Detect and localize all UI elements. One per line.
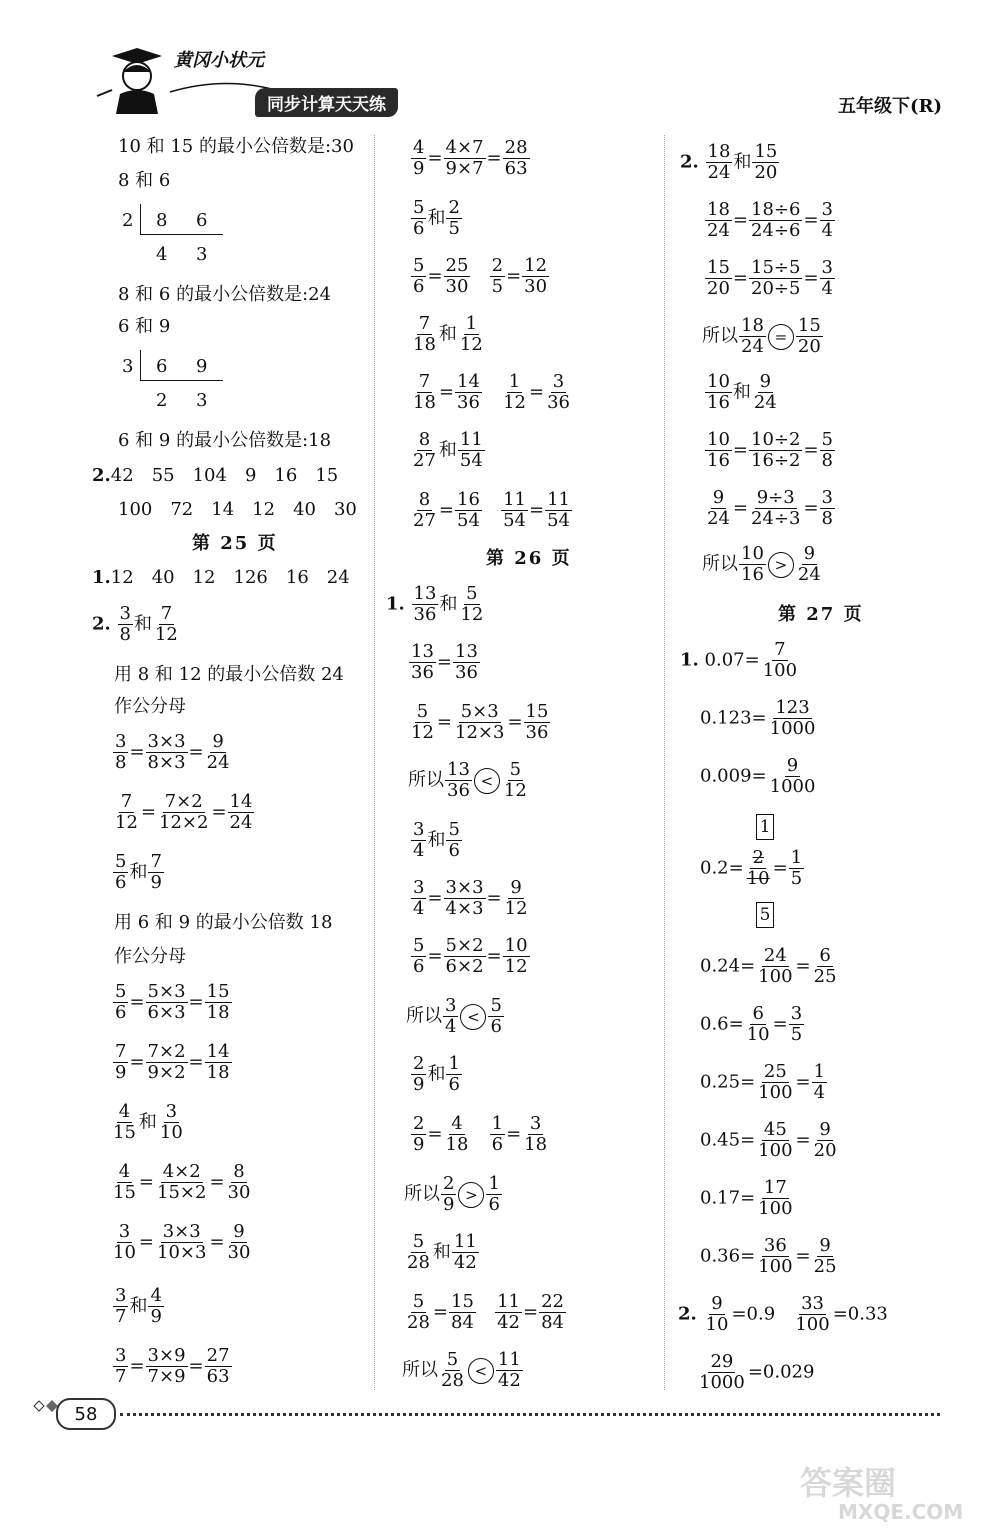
math-line: 0.25= $\frac{25}{100}$ = $\frac{1}{4}$ [700,1061,826,1103]
compare-symbol: > [768,552,794,578]
compare-symbol: < [460,1004,486,1030]
page-number: 58 [56,1398,116,1430]
text-line: 8 和 6 [118,170,171,191]
question-number: 1. [680,649,699,671]
dividend: 6 [196,210,208,231]
series-title: 同步计算天天练 [255,88,398,117]
math-line: 1. 0.07= $\frac{7}{100}$ [680,639,798,681]
math-line: $\frac{5}{6}$ 和 $\frac{2}{5}$ [413,197,460,239]
watermark-url: MXQE.COM [838,1500,964,1524]
math-line: $\frac{4}{15}$ 和 $\frac{3}{10}$ [113,1101,183,1143]
math-line: $\frac{5}{12}$ = $\frac{5\times 3}{12\times 3}$ = $\frac{15}{36}$ [411,701,549,743]
page-heading: 第 25 页 [192,533,278,554]
math-line: $\frac{7}{12}$ = $\frac{7\times 2}{12\times 2}$ = $\frac{14}{24}$ [115,791,253,833]
math-line: 所以 $\frac{18}{24}$ = $\frac{15}{20}$ [702,315,821,357]
dividend: 9 [196,356,208,377]
brand-title: 黄冈小状元 [174,50,264,71]
compare-symbol: < [474,768,500,794]
math-line: $\frac{3}{7}$ = $\frac{3\times 9}{7\times 9}$ = $\frac{27}{63}$ [115,1345,230,1387]
math-line: $\frac{3}{4}$ 和 $\frac{5}{6}$ [413,819,460,861]
math-line: $\frac{2}{9}$ = $\frac{4}{18}$ $\frac{1}{6}$ = $\frac{3}{18}$ [413,1113,548,1155]
question-number: 2. [680,151,699,173]
math-line: $\frac{29}{1000}$ =0.029 [699,1351,815,1393]
math-line: $\frac{10}{16}$ = $\frac{10\div 2}{16\div 2}$ = $\frac{5}{8}$ [707,429,833,471]
math-line: $\frac{7}{18}$ = $\frac{14}{36}$ $\frac{1}{12}$ = $\frac{3}{36}$ [413,371,570,413]
math-line: $\frac{10}{16}$ 和 $\frac{9}{24}$ [707,371,777,413]
division-bracket [140,204,223,235]
math-line: 所以 $\frac{13}{36}$ < $\frac{5}{12}$ [408,759,527,801]
compare-symbol: < [468,1358,494,1384]
text-line: 10 和 15 的最小公倍数是:30 [118,136,354,157]
divisor: 2 [122,210,134,231]
reduction-box: 1 [756,814,774,840]
divisor: 3 [122,356,134,377]
math-line: $\frac{3}{7}$ 和 $\frac{4}{9}$ [115,1285,162,1327]
math-line: $\frac{5}{6}$ = $\frac{5\times 3}{6\times 3}$ = $\frac{15}{18}$ [115,981,230,1023]
page-heading: 第 27 页 [778,604,864,625]
math-line: $\frac{3}{8}$ = $\frac{3\times 3}{8\times 3}$ = $\frac{9}{24}$ [115,731,230,773]
answer-row: 1.12 40 12 126 16 24 [92,567,350,588]
math-line: $\frac{5}{28}$ 和 $\frac{11}{42}$ [407,1231,477,1273]
dividend: 8 [156,210,168,231]
question-number: 1. [386,593,405,615]
math-line: 0.45= $\frac{45}{100}$ = $\frac{9}{20}$ [700,1119,837,1161]
math-line: 所以 $\frac{5}{28}$ < $\frac{11}{42}$ [402,1349,521,1391]
compare-symbol: > [458,1182,484,1208]
math-line: $\frac{5}{28}$ = $\frac{15}{84}$ $\frac{11}{42}$ = $\frac{22}{84}$ [407,1291,564,1333]
math-line: 0.36= $\frac{36}{100}$ = $\frac{9}{25}$ [700,1235,837,1277]
quotient: 4 [156,244,168,265]
question-number: 1. [92,567,111,588]
text-line: 用 8 和 12 的最小公倍数 24 [114,664,344,685]
math-line: 2. $\frac{3}{8}$ 和 $\frac{7}{12}$ [92,603,178,645]
math-line: 1. $\frac{13}{36}$ 和 $\frac{5}{12}$ [386,583,484,625]
question-number: 2. [678,1303,697,1325]
compare-symbol: = [768,324,794,350]
math-line: $\frac{4}{9}$ = $\frac{4\times 7}{9\times 7}$ = $\frac{28}{63}$ [413,137,528,179]
math-line: 0.009= $\frac{9}{1000}$ [700,755,816,797]
watermark-logo: 答案圈 [800,1464,897,1502]
math-line: 所以 $\frac{3}{4}$ < $\frac{5}{6}$ [406,995,502,1037]
question-number: 2. [92,613,111,635]
math-line: $\frac{5}{6}$ = $\frac{25}{30}$ $\frac{2}{5}$ = $\frac{12}{30}$ [413,255,548,297]
answer-row: 2.42 55 104 9 16 15 [92,465,339,486]
column-divider [374,135,375,1390]
math-line: $\frac{4}{15}$ = $\frac{4\times 2}{15\times 2}$ = $\frac{8}{30}$ [113,1161,251,1203]
column-divider [664,135,665,1390]
text-line: 作公分母 [114,696,186,717]
text-line: 作公分母 [114,946,186,967]
math-line: 所以 $\frac{2}{9}$ > $\frac{1}{6}$ [404,1173,500,1215]
math-line: $\frac{13}{36}$ = $\frac{13}{36}$ [411,641,478,683]
quotient: 3 [196,390,208,411]
math-line: $\frac{8}{27}$ = $\frac{16}{54}$ $\frac{11}{54}$ = $\frac{11}{54}$ [413,489,570,531]
math-line: $\frac{18}{24}$ = $\frac{18\div 6}{24\div 6}$ = $\frac{3}{4}$ [707,199,833,241]
math-line: $\frac{5}{6}$ 和 $\frac{7}{9}$ [115,851,162,893]
text-line: 8 和 6 的最小公倍数是:24 [118,284,332,305]
math-line: $\frac{3}{10}$ = $\frac{3\times 3}{10\times 3}$ = $\frac{9}{30}$ [113,1221,251,1263]
math-line: 所以 $\frac{10}{16}$ > $\frac{9}{24}$ [702,543,821,585]
math-line: 0.123= $\frac{123}{1000}$ [700,697,816,739]
math-line: $\frac{15}{20}$ = $\frac{15\div 5}{20\div 5}$ = $\frac{3}{4}$ [707,257,833,299]
dividend: 6 [156,356,168,377]
math-line: 0.17= $\frac{17}{100}$ [700,1177,793,1219]
math-line: $\frac{7}{18}$ 和 $\frac{1}{12}$ [413,313,483,355]
mascot-icon [92,46,172,116]
text-line: 用 6 和 9 的最小公倍数 18 [114,912,333,933]
math-line: $\frac{2}{9}$ 和 $\frac{1}{6}$ [413,1053,460,1095]
math-line: $\frac{3}{4}$ = $\frac{3\times 3}{4\times 3}$ = $\frac{9}{12}$ [413,877,528,919]
math-line: 0.24= $\frac{24}{100}$ = $\frac{6}{25}$ [700,945,837,987]
math-line: 0.6= $\frac{6}{10}$ = $\frac{3}{5}$ [700,1003,803,1045]
page-heading: 第 26 页 [486,548,572,569]
reduction-box: 5 [756,902,774,928]
quotient: 3 [196,244,208,265]
text-line: 6 和 9 [118,316,171,337]
division-bracket [140,350,223,381]
dotted-rule [120,1413,940,1416]
grade-label: 五年级下(R) [838,96,942,117]
text-line: 6 和 9 的最小公倍数是:18 [118,430,332,451]
math-line: $\frac{5}{6}$ = $\frac{5\times 2}{6\times 2}$ = $\frac{10}{12}$ [413,935,528,977]
math-line: $\frac{7}{9}$ = $\frac{7\times 2}{9\times 2}$ = $\frac{14}{18}$ [115,1041,230,1083]
math-line: 2. $\frac{9}{10}$ =0.9 $\frac{33}{100}$ =0.33 [678,1293,888,1335]
math-line: $\frac{8}{27}$ 和 $\frac{11}{54}$ [413,429,483,471]
question-number: 2. [92,465,111,486]
math-line: 0.2= $\frac{2}{10}$ = $\frac{1}{5}$ [700,847,803,889]
quotient: 2 [156,390,168,411]
math-line: 2. $\frac{18}{24}$ 和 $\frac{15}{20}$ [680,141,778,183]
math-line: $\frac{9}{24}$ = $\frac{9\div 3}{24\div 3}$ = $\frac{3}{8}$ [707,487,833,529]
answer-row: 100 72 14 12 40 30 [118,499,357,520]
